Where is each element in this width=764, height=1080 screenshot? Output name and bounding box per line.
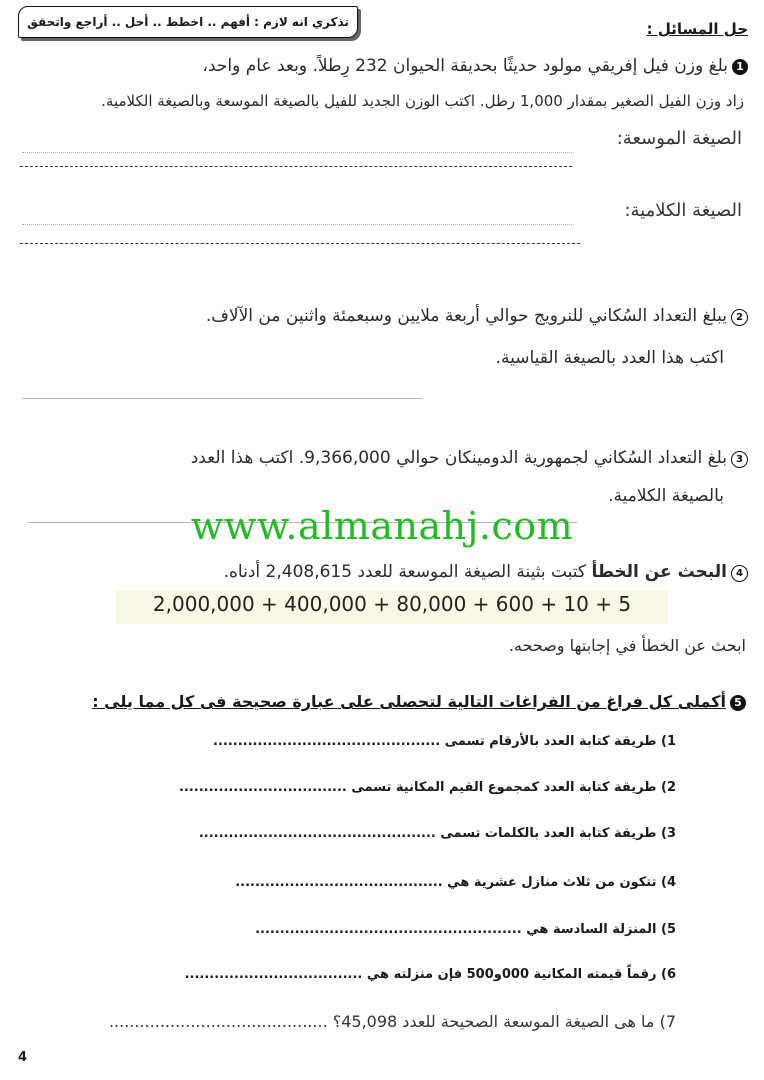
q4-number-badge: 4 [731,565,748,582]
q3-line1 [8,448,748,468]
q3-line2: بالصيغة الكلامية. [608,486,724,506]
q4-line2: ابحث عن الخطأ في إجابتها وصححه. [508,636,746,655]
fill-item-4: 4) تتكون من ثلاث منازل عشرية هي .......................................... [235,875,676,890]
reminder-box [18,6,358,38]
q5-number-badge: 5 [730,695,746,711]
q1-line2: زاد وزن الفيل الصغير بمقدار 1,000 رطل. اكتب الوزن الجديد للفيل بالصيغة الموسعة وبالصيغة الكلامية. [101,92,744,110]
word-form-label: الصيغة الكلامية: [624,200,742,221]
page-number: 4 [18,1050,28,1065]
fill-item-3: 3) طريقة كتابة العدد بالكلمات تسمى ................................................ [198,826,676,841]
q4-text-1: كتبت بثينة الصيغة الموسعة للعدد 2,408,615 أدناه. [223,562,587,582]
expanded-form-label: الصيغة الموسعة: [616,128,742,149]
fill-item-6: 6) رقماً قيمته المكانية 000و500 فإن منزلته هي .................................... [184,967,676,982]
q1-number-badge: 1 [732,59,748,75]
q2-line1 [8,306,748,326]
word-form-answer-line[interactable] [22,224,572,225]
fill-item-7: 7) ما هى الصيغة الموسعة الصحيحة للعدد 45,098؟ ........................................... [108,1012,676,1031]
section-heading: حل المسائل : [646,20,748,38]
fill-item-5: 5) المنزلة السادسة هي ...................................................... [255,922,676,937]
expanded-equation: 2,000,000 + 400,000 + 80,000 + 600 + 10 + 5 [152,592,632,616]
q2-number-badge: 2 [731,309,748,326]
q1-line1 [8,56,748,76]
q4-line1 [8,562,748,582]
fill-item-2: 2) طريقة كتابة العدد كمجموع القيم المكانية تسمى .................................. [178,780,676,795]
fill-item-1: 1) طريقة كتابة العدد بالأرقام تسمى .............................................. [213,734,676,749]
q5-title-row [92,692,746,711]
expanded-form-answer-line[interactable] [22,152,572,153]
q2-answer-line[interactable] [22,398,422,399]
q3-text-1: بلغ التعداد السُكاني لجمهورية الدومينكان حوالي 9,366,000. اكتب هذا العدد [190,448,727,468]
q3-number-badge: 3 [731,451,748,468]
q5-title: أكملى كل فراغ من الفراغات التالية لتحصلى على عبارة صحيحة فى كل مما يلى : [92,692,726,711]
q2-text-1: يبلغ التعداد السُكاني للنرويج حوالي أربعة ملايين وسبعمئة واثنين من الآلاف. [205,306,727,326]
divider-dashdot-1 [20,166,572,167]
watermark: www.almanahj.com [190,504,574,548]
divider-dashdot-2 [20,243,580,244]
reminder-text: تذكري انه لازم : أفهم .. اخطط .. أحل .. أراجع واتحقق [27,15,349,29]
q2-line2: اكتب هذا العدد بالصيغة القياسية. [495,348,724,368]
q1-text-1: بلغ وزن فيل إفريقي مولود حديثًا بحديقة الحيوان 232 رِطلاً. وبعد عام واحد، [202,56,728,76]
q4-title: البحث عن الخطأ [591,562,727,582]
